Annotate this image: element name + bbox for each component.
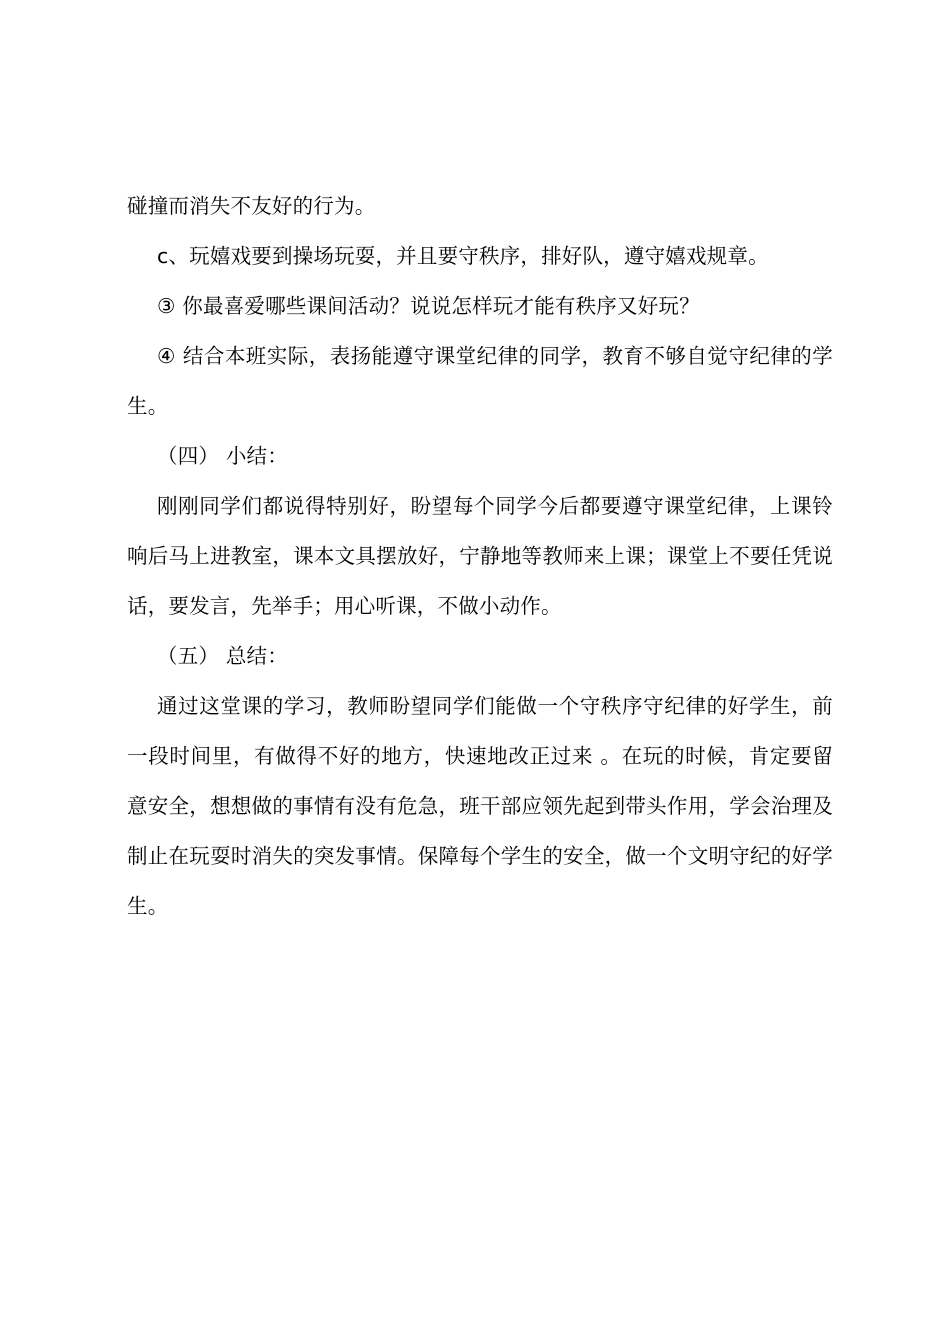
section-heading-summary: （四） 小结： (157, 444, 288, 468)
paragraph-rule-c: c、玩嬉戏要到操场玩耍，并且要守秩序，排好队，遵守嬉戏规章。 (157, 244, 769, 268)
paragraph-conclusion: 通过这堂课的学习，教师盼望同学们能做一个守秩序守纪律的好学生，前一段时间里，有做得不好的地方，快速地改正过来 。在玩的时候，肯定要留意安全，想想做的事情有没有危急，班干部应领先起到带头作用，学会治理及制止在玩耍时消失的突发事情。保障每个学生的安全，做一个文明守纪的好学生。 (127, 694, 833, 918)
document-body (127, 181, 833, 931)
paragraph-continuation: 碰撞而消失不友好的行为。 (127, 194, 376, 218)
paragraph-question-3: ③ 你最喜爱哪些课间活动？说说怎样玩才能有秩序又好玩？ (157, 294, 700, 318)
paragraph-summary: 刚刚同学们都说得特别好，盼望每个同学今后都要遵守课堂纪律，上课铃响后马上进教室，课本文具摆放好，宁静地等教师来上课；课堂上不要任凭说话，要发言，先举手；用心听课，不做小动作。 (127, 494, 833, 618)
paragraph-item-4: ④ 结合本班实际，表扬能遵守课堂纪律的同学，教育不够自觉守纪律的学生。 (127, 344, 833, 418)
section-heading-conclusion: （五） 总结： (157, 644, 288, 668)
